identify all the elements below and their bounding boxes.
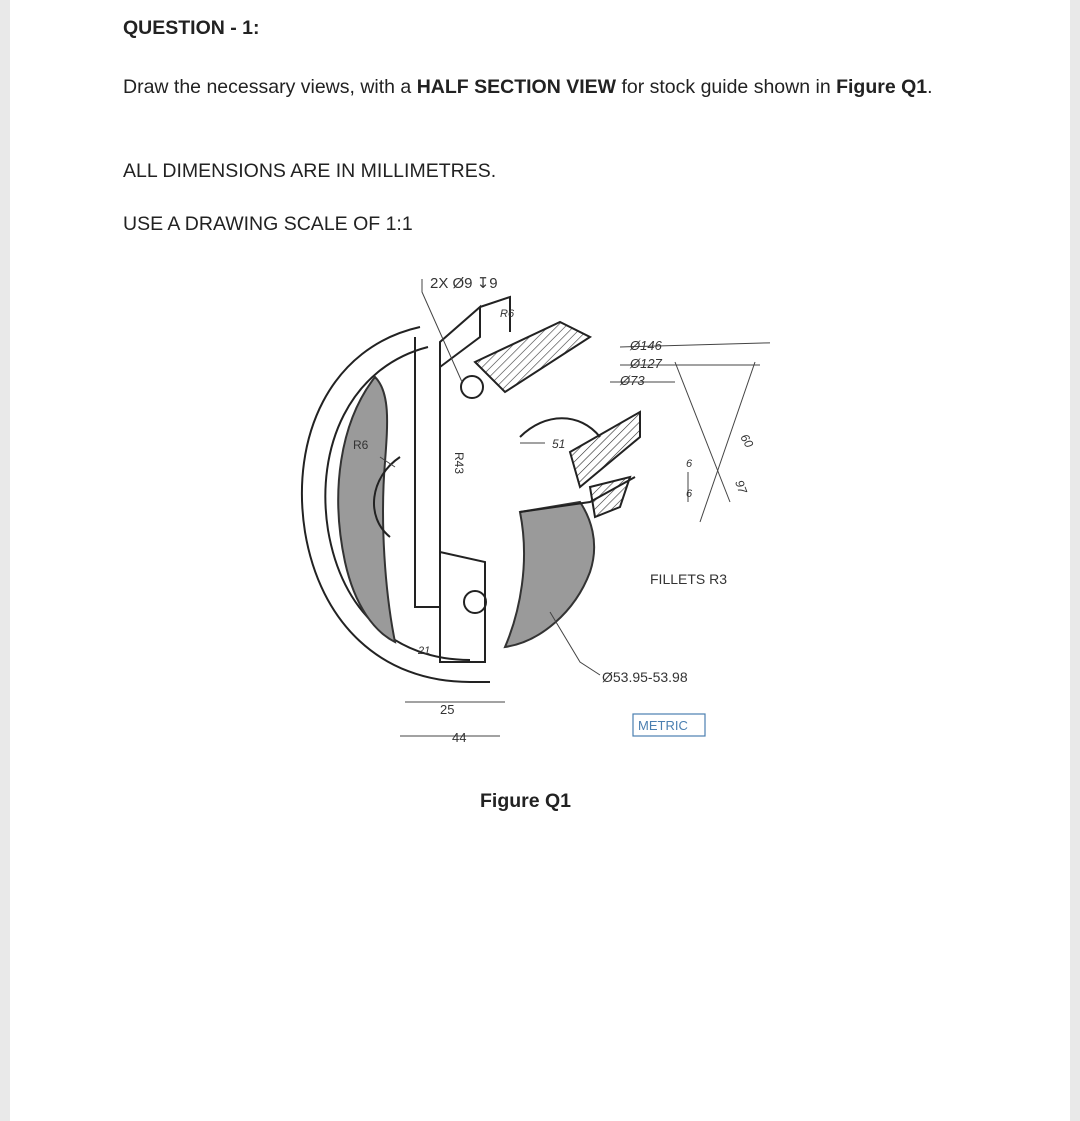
stock-guide-drawing bbox=[290, 262, 770, 752]
d73-label: Ø73 bbox=[620, 373, 645, 388]
shaded-right-face bbox=[505, 502, 594, 647]
lower-block bbox=[440, 552, 485, 662]
d6b-label: 6 bbox=[686, 488, 693, 500]
d21-label: 21 bbox=[418, 645, 431, 657]
r6-top-label: R6 bbox=[500, 308, 515, 320]
instruction-text-1: Draw the necessary views, with a bbox=[123, 76, 417, 98]
instruction-bold-1: HALF SECTION VIEW bbox=[416, 76, 617, 98]
r6-left-label: R6 bbox=[353, 438, 369, 452]
d60-label: 60 bbox=[737, 431, 757, 451]
metric-stamp: METRIC bbox=[638, 718, 688, 733]
fillets-note: FILLETS R3 bbox=[650, 571, 728, 587]
d25-label: 25 bbox=[440, 702, 455, 717]
question-instruction bbox=[123, 70, 953, 104]
slot-block bbox=[415, 307, 480, 607]
question-title: QUESTION - 1: bbox=[123, 17, 260, 39]
instruction-bold-2: Figure Q1 bbox=[836, 76, 928, 98]
units-note: ALL DIMENSIONS ARE IN MILLIMETRES. bbox=[123, 160, 497, 182]
section-hatch-top bbox=[475, 322, 590, 392]
d127-label: Ø127 bbox=[630, 356, 662, 371]
d6a-label: 6 bbox=[686, 458, 693, 470]
bore-dimension: Ø53.95-53.98 bbox=[602, 669, 688, 685]
outer-flange-edge bbox=[302, 327, 490, 682]
r43-label: R43 bbox=[452, 452, 466, 475]
d97-label: 97 bbox=[732, 478, 750, 496]
instruction-text-end: . bbox=[927, 76, 933, 98]
section-hatch-mid bbox=[570, 412, 640, 487]
d44-label: 44 bbox=[452, 730, 467, 745]
figure-caption: Figure Q1 bbox=[480, 790, 572, 812]
holes-callout: 2X Ø9 ↧9 bbox=[430, 275, 498, 292]
bore-arc-top bbox=[520, 418, 600, 437]
d146-label: Ø146 bbox=[630, 338, 662, 353]
scale-note: USE A DRAWING SCALE OF 1:1 bbox=[123, 213, 413, 235]
hole-lower bbox=[464, 591, 486, 613]
instruction-text-2: for stock guide shown in bbox=[616, 76, 837, 98]
d60-line bbox=[675, 362, 730, 502]
hole-upper bbox=[461, 376, 483, 398]
d51-label: 51 bbox=[552, 437, 566, 451]
shaded-left-face bbox=[338, 377, 395, 642]
